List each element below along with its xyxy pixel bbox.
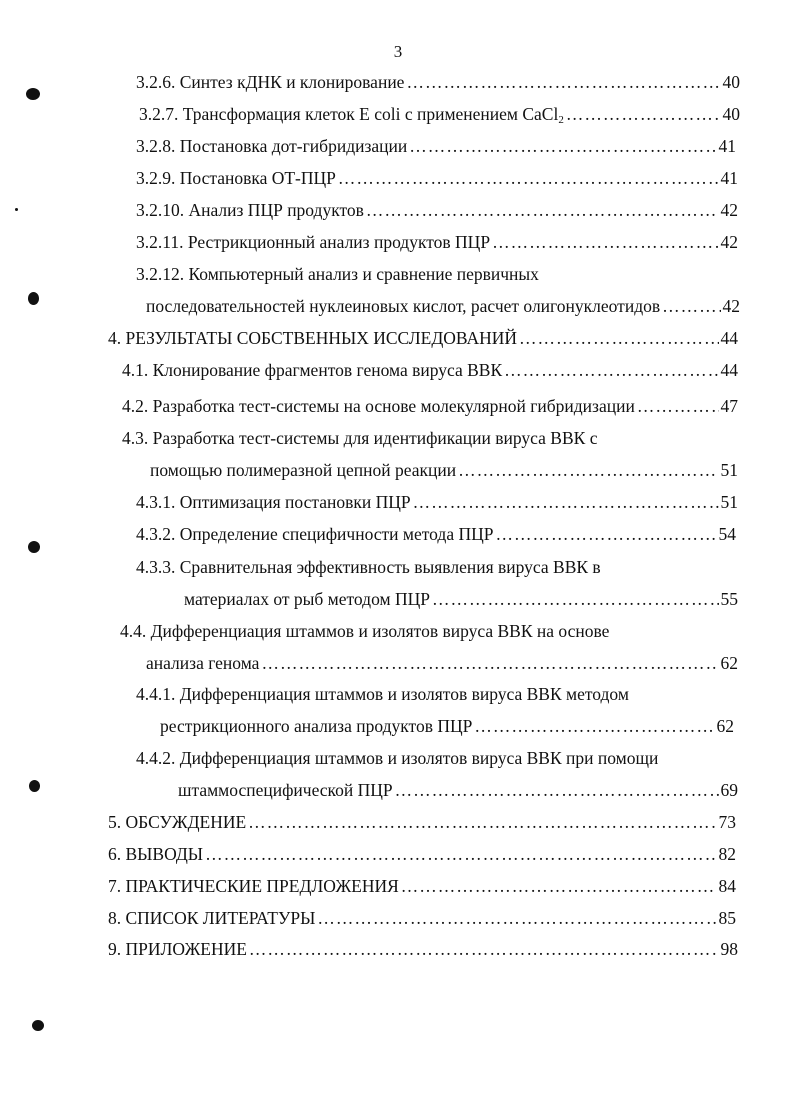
toc-entry-page: 54 (718, 524, 736, 544)
toc-entry-4-3-3[interactable] (184, 587, 738, 611)
toc-entry-4-1[interactable] (122, 358, 738, 382)
toc-leader-dots (401, 874, 717, 898)
toc-leader-dots (413, 490, 719, 514)
toc-leader-dots (492, 230, 718, 254)
toc-entry-title: 9. ПРИЛОЖЕНИЕ (108, 939, 247, 959)
toc-leader-dots (409, 134, 716, 158)
toc-entry-title: 4.2. Разработка тест-системы на основе молекулярной гибридизации (122, 396, 635, 416)
toc-entry-page: 84 (718, 876, 736, 896)
toc-entry-title: 6. ВЫВОДЫ (108, 844, 204, 864)
toc-entry-title: 3.2.9. Постановка ОТ-ПЦР (136, 168, 336, 188)
toc-leader-dots (406, 70, 720, 94)
toc-entry-4-4-1[interactable] (160, 714, 734, 738)
toc-entry-title: 4.3.1. Оптимизация постановки ПЦР (136, 492, 411, 512)
toc-entry-page: 42 (722, 296, 740, 316)
toc-entry-title: помощью полимеразной цепной реакции (150, 460, 457, 480)
toc-entry-3-2-12-line1[interactable]: 3.2.12. Компьютерный анализ и сравнение первичных (136, 264, 539, 284)
toc-entry-3-2-8[interactable] (136, 134, 736, 158)
toc-entry-page: 41 (718, 136, 736, 156)
toc-entry-title: 4.1. Клонирование фрагментов генома вируса ВВК (122, 360, 503, 380)
toc-leader-dots (205, 842, 716, 866)
toc-entry-3-2-11[interactable] (136, 230, 738, 254)
toc-entry-page: 51 (720, 492, 738, 512)
toc-entry-page: 69 (720, 780, 738, 800)
toc-entry-3-2-6[interactable] (136, 70, 740, 94)
toc-entry-page: 62 (716, 716, 734, 736)
toc-leader-dots (637, 394, 719, 418)
scan-blot (28, 541, 40, 553)
toc-entry-4-4-1-line1[interactable]: 4.4.1. Дифференциация штаммов и изолятов вируса ВВК методом (136, 684, 629, 704)
toc-entry-8[interactable] (108, 906, 736, 930)
toc-leader-dots (366, 198, 719, 222)
toc-entry-4-3[interactable] (150, 458, 738, 482)
toc-entry-title: 5. ОБСУЖДЕНИЕ (108, 812, 247, 832)
toc-entry-title: штаммоспецифической ПЦР (178, 780, 393, 800)
toc-entry-page: 42 (720, 200, 738, 220)
toc-entry-6[interactable] (108, 842, 736, 866)
scan-speck (15, 208, 18, 211)
toc-entry-4-4[interactable] (146, 651, 738, 675)
toc-entry-title: 3.2.6. Синтез кДНК и клонирование (136, 72, 405, 92)
scan-blot (29, 780, 40, 792)
toc-entry-title: 7. ПРАКТИЧЕСКИЕ ПРЕДЛОЖЕНИЯ (108, 876, 399, 896)
toc-entry-page: 47 (720, 396, 738, 416)
toc-entry-page: 40 (722, 104, 740, 124)
toc-entry-3-2-12[interactable] (146, 294, 740, 318)
toc-entry-page: 98 (720, 939, 738, 959)
toc-leader-dots (662, 294, 720, 318)
scan-blot (28, 292, 39, 305)
scan-blot (26, 88, 40, 100)
toc-leader-dots (474, 714, 714, 738)
toc-entry-title: материалах от рыб методом ПЦР (184, 589, 430, 609)
toc-entry-3-2-7[interactable] (139, 102, 740, 126)
page-number: 3 (393, 42, 403, 61)
toc-entry-page: 44 (720, 360, 738, 380)
toc-entry-4-2[interactable] (122, 394, 738, 418)
toc-entry-3-2-9[interactable] (136, 166, 738, 190)
toc-leader-dots (261, 651, 718, 675)
toc-entry-title: 3.2.10. Анализ ПЦР продуктов (136, 200, 364, 220)
toc-entry-4-3-1[interactable] (136, 490, 738, 514)
toc-entry-4-4-2[interactable] (178, 778, 738, 802)
toc-entry-title: 3.2.7. Трансформация клеток E coli с применением CaCl$_2$ (139, 104, 564, 126)
toc-entry-4-3-2[interactable] (136, 522, 736, 546)
toc-leader-dots (395, 778, 719, 802)
toc-entry-title: 3.2.11. Рестрикционный анализ продуктов ПЦР (136, 232, 491, 252)
toc-entry-4-3-line1[interactable]: 4.3. Разработка тест-системы для идентификации вируса ВВК с (122, 428, 598, 448)
scan-blot (32, 1020, 44, 1031)
toc-entry-3-2-10[interactable] (136, 198, 738, 222)
toc-entry-title: последовательностей нуклеиновых кислот, расчет олигонуклеотидов (146, 296, 661, 316)
toc-entry-title: 4. РЕЗУЛЬТАТЫ СОБСТВЕННЫХ ИССЛЕДОВАНИЙ (108, 328, 518, 348)
toc-entry-page: 51 (720, 460, 738, 480)
toc-leader-dots (248, 810, 716, 834)
toc-entry-page: 62 (720, 653, 738, 673)
toc-leader-dots (496, 522, 717, 546)
toc-leader-dots (519, 326, 718, 350)
toc-entry-page: 42 (720, 232, 738, 252)
toc-entry-page: 73 (718, 812, 736, 832)
toc-entry-page: 55 (720, 589, 738, 609)
toc-entry-4-4-2-line1[interactable]: 4.4.2. Дифференциация штаммов и изолятов вируса ВВК при помощи (136, 748, 659, 768)
toc-leader-dots (338, 166, 719, 190)
toc-entry-title: рестрикционного анализа продуктов ПЦР (160, 716, 473, 736)
toc-entry-7[interactable] (108, 874, 736, 898)
toc-entry-5[interactable] (108, 810, 736, 834)
toc-entry-page: 85 (718, 908, 736, 928)
toc-entry-title: 3.2.8. Постановка дот-гибридизации (136, 136, 408, 156)
toc-leader-dots (504, 358, 718, 382)
toc-leader-dots (317, 906, 716, 930)
toc-entry-page: 82 (718, 844, 736, 864)
toc-leader-dots (458, 458, 718, 482)
toc-entry-4-4-line1[interactable]: 4.4. Дифференциация штаммов и изолятов вируса ВВК на основе (120, 621, 610, 641)
toc-entry-page: 44 (720, 328, 738, 348)
toc-entry-title: 4.3.2. Определение специфичности метода ПЦР (136, 524, 494, 544)
toc-entry-page: 40 (722, 72, 740, 92)
toc-leader-dots (432, 587, 719, 611)
toc-entry-title: анализа генома (146, 653, 260, 673)
toc-entry-4-3-3-line1[interactable]: 4.3.3. Сравнительная эффективность выявления вируса ВВК в (136, 557, 601, 577)
toc-entry-title: 8. СПИСОК ЛИТЕРАТУРЫ (108, 908, 316, 928)
toc-leader-dots (249, 937, 719, 961)
toc-leader-dots (566, 102, 721, 126)
toc-entry-page: 41 (720, 168, 738, 188)
toc-entry-4[interactable] (108, 326, 738, 350)
toc-entry-9[interactable] (108, 937, 738, 961)
